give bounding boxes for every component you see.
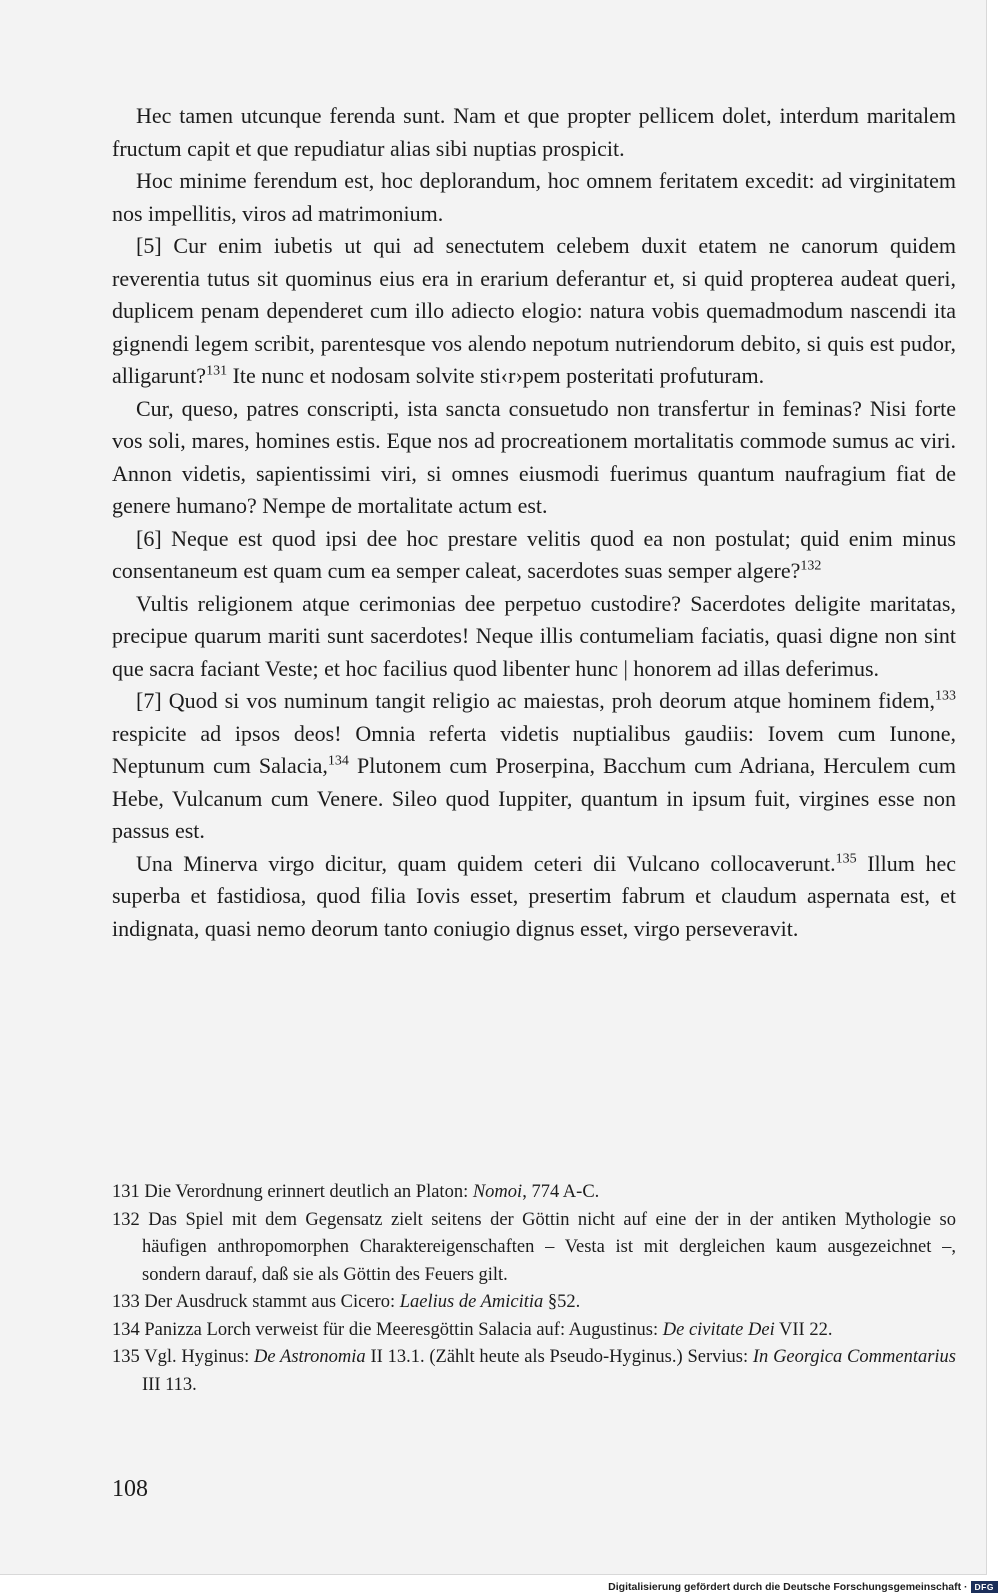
paragraph [112, 393, 956, 523]
text-run: Illum hec superba et fastidiosa, quod filia Iovis esset, presertim fabrum et claudum aspernata est, et indignata, quasi nemo deorum tanto coniugio dignus esset, virgo perseveravit. [112, 850, 956, 941]
text-run: , 774 A-C. [522, 1182, 600, 1202]
footer-credit: Digitalisierung gefördert durch die Deutsche Forschungsgemeinschaft · [608, 1581, 968, 1593]
text-run: §52. [543, 1292, 581, 1312]
footnote-ref: 135 [835, 851, 857, 867]
dfg-logo: DFG [971, 1581, 998, 1593]
paragraph [112, 685, 956, 848]
footnotes [112, 1179, 956, 1399]
text-run: Hec tamen utcunque ferenda sunt. Nam et que propter pellicem dolet, interdum maritalem fructum capit et que repudiatur alias sibi nuptias prospicit. [112, 103, 956, 161]
text-run: [7] Quod si vos numinum tangit religio ac maiestas, proh deorum atque hominem fidem, [136, 688, 935, 713]
footnote [112, 1207, 956, 1290]
text-run: Ite nunc et nodosam solvite sti‹r›pem posteritati profuturam. [227, 363, 765, 388]
footnote [112, 1317, 956, 1345]
footnote-ref: 131 [206, 363, 228, 379]
text-run: 134 Panizza Lorch verweist für die Meeresgöttin Salacia auf: Augustinus: [112, 1319, 663, 1340]
text-run: 132 Das Spiel mit dem Gegensatz zielt seitens der Göttin nicht auf eine der in der antiken Mythologie so häufigen anthropomorphen Charaktereigenschaften – Vesta ist mit dergleichen kaum ausgezeichnet –, sondern darauf, daß sie als Göttin des Feuers gilt. [112, 1209, 956, 1285]
footnote-ref: 132 [800, 558, 822, 574]
text-run: Hoc minime ferendum est, hoc deplorandum, hoc omnem feritatem excedit: ad virginitatem nos impellitis, viros ad matrimonium. [112, 168, 956, 226]
italic-title: De Astronomia [254, 1347, 366, 1367]
text-run: respicite ad ipsos deos! Omnia referta videtis nuptialibus gaudiis: Iovem cum Iunone, Neptunum cum Salacia, [112, 720, 956, 778]
paragraph [112, 523, 956, 588]
paragraph [112, 100, 956, 165]
italic-title: Laelius de Amicitia [399, 1292, 544, 1312]
footnote [112, 1344, 956, 1399]
text-run: Una Minerva virgo dicitur, quam quidem ceteri dii Vulcano collocaverunt. [136, 850, 836, 876]
paragraph [112, 588, 956, 686]
footnote-ref: 134 [327, 753, 349, 769]
text-run: II 13.1. (Zählt heute als Pseudo-Hyginus.) Servius: [365, 1347, 753, 1367]
page-number: 108 [112, 1476, 148, 1502]
digitization-footer [598, 1578, 998, 1596]
text-run: III 113. [142, 1374, 197, 1395]
paragraph [112, 848, 956, 946]
text-run: 131 Die Verordnung erinnert deutlich an Platon: [112, 1182, 473, 1202]
footnote [112, 1289, 956, 1317]
text-run: Vultis religionem atque cerimonias dee perpetuo custodire? Sacerdotes deligite maritatas, precipue quarum mariti sunt sacerdotes! Neque illis contumeliam faciatis, quasi digne non sint que sacra faciant Veste; et hoc facilius quod libenter hunc | honorem ad illas deferimus. [112, 590, 956, 681]
text-run: 133 Der Ausdruck stammt aus Cicero: [112, 1292, 400, 1312]
paragraph [112, 230, 956, 393]
text-run: 135 Vgl. Hyginus: [112, 1347, 254, 1367]
italic-title: In Georgica Commentarius [752, 1347, 956, 1367]
italic-title: De civitate Dei [662, 1319, 775, 1340]
footnote-ref: 133 [935, 688, 956, 704]
italic-title: Nomoi [472, 1182, 523, 1202]
text-run: [5] Cur enim iubetis ut qui ad senectutem celebem duxit etatem ne canorum quidem reverentia tutus sit quominus eius era in erarium deferantur et, si quid propterea audeat queri, duplicem penam dependeret cum illo adiecto elogio: natura vobis quemadmodum nascendi ita gignendi legem scribit, parentesque vos alendo nepotum nutriendorum debito, si quis est pudor, alligarunt? [112, 233, 956, 388]
paragraph [112, 165, 956, 230]
main-text [112, 100, 956, 945]
text-run: [6] Neque est quod ipsi dee hoc prestare velitis quod ea non postulat; quid enim minus consentaneum est quam cum ea semper caleat, sacerdotes suas semper algere? [112, 525, 956, 583]
text-run: Cur, queso, patres conscripti, ista sancta consuetudo non transfertur in feminas? Nisi forte vos soli, mares, homines estis. Eque nos ad procreationem mortalitatis commode sumus ac viri. Annon videtis, sapientissimi viri, si omnes eiusmodi fuerimus quantum naufragium fiat de genere humano? Nempe de mortalitate actum est. [112, 395, 956, 518]
footnote [112, 1179, 956, 1207]
text-run: VII 22. [774, 1319, 833, 1340]
text-run: Plutonem cum Proserpina, Bacchum cum Adriana, Herculem cum Hebe, Vulcanum cum Venere. Sileo quod Iuppiter, quantum in ipsum fuit, virgines esse non passus est. [112, 753, 956, 843]
